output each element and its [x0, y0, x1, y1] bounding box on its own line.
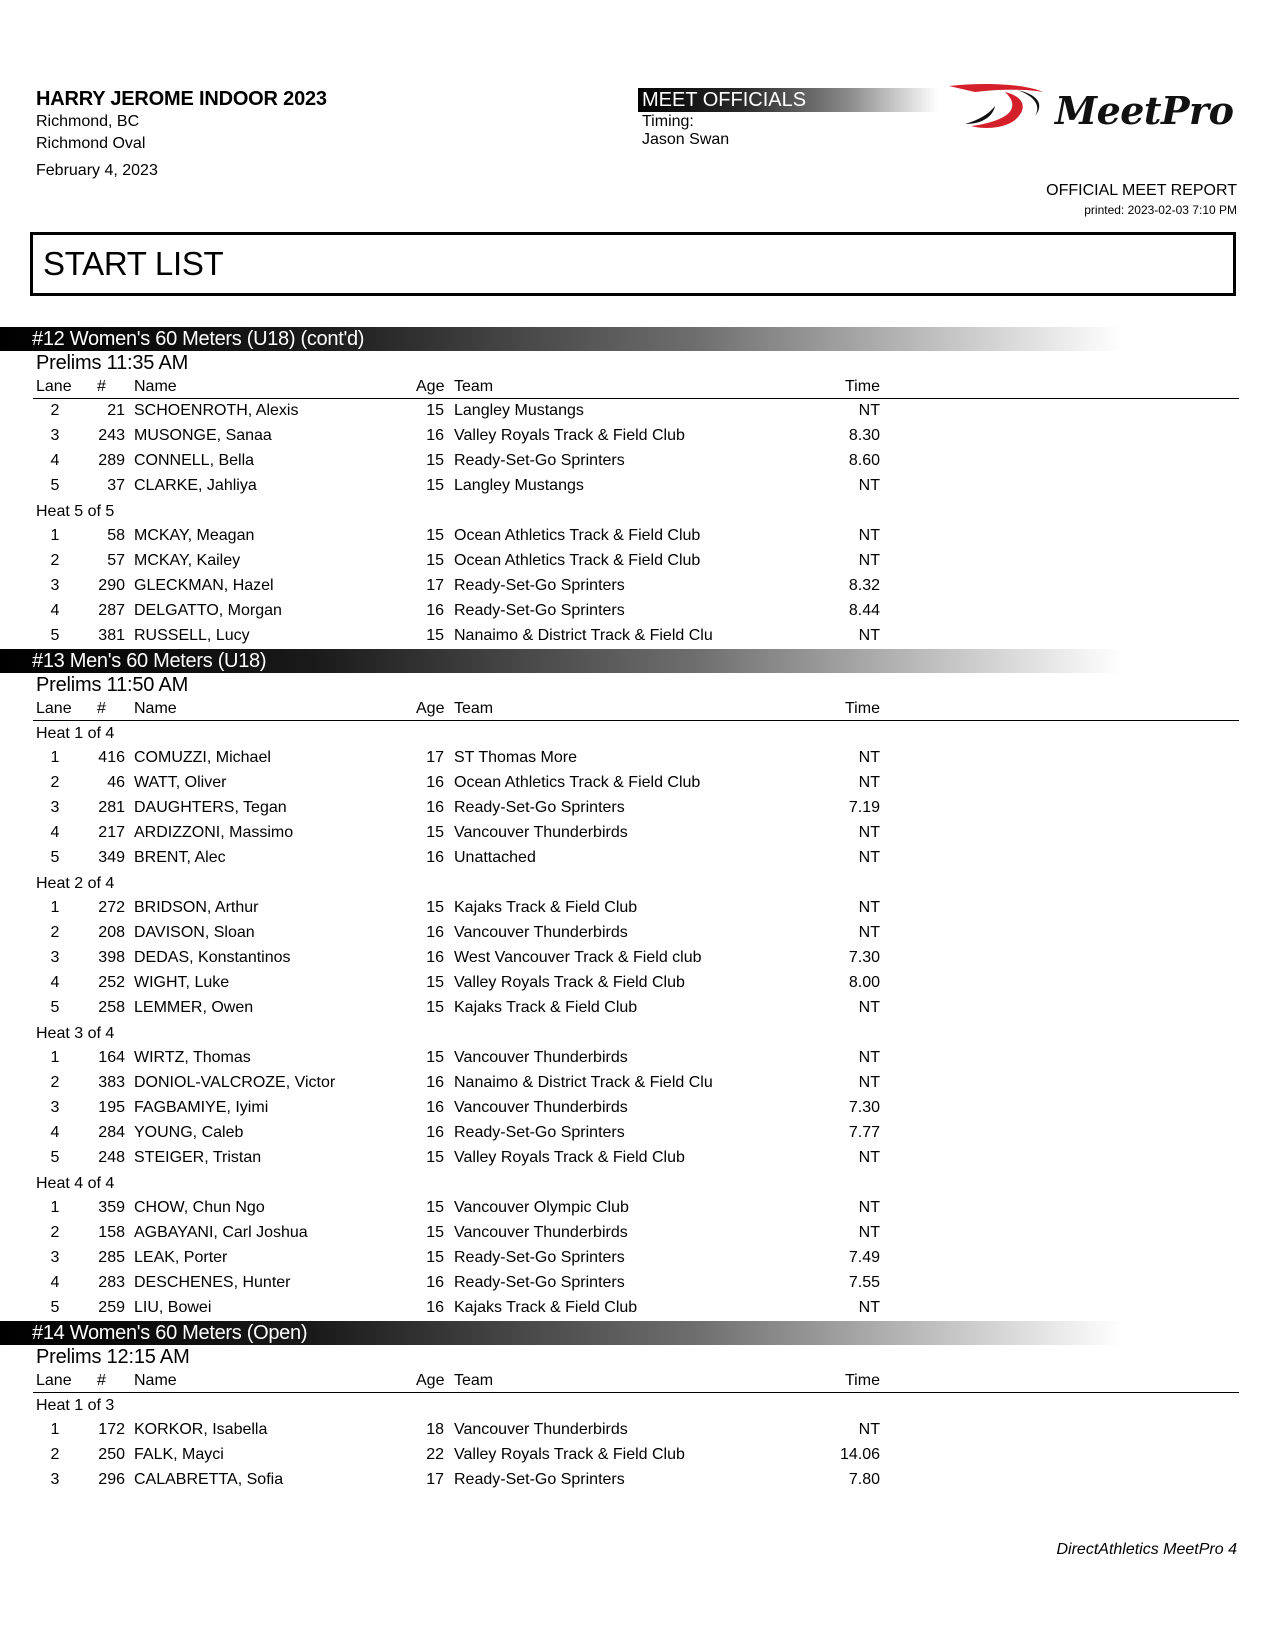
column-header-time: Time: [845, 700, 880, 717]
cell-age: 16: [426, 849, 444, 866]
cell-name: STEIGER, Tristan: [134, 1149, 262, 1166]
cell-team: Vancouver Thunderbirds: [454, 1049, 628, 1066]
cell-num: 258: [98, 999, 125, 1016]
cell-lane: 1: [50, 1421, 60, 1438]
cell-time: NT: [858, 924, 880, 941]
cell-lane: 3: [50, 1471, 60, 1488]
cell-team: Vancouver Thunderbirds: [454, 1421, 628, 1438]
cell-team: Ocean Athletics Track & Field Club: [454, 527, 701, 544]
cell-age: 15: [426, 1249, 444, 1266]
event-round: Prelims 12:15 AM: [36, 1346, 190, 1368]
cell-num: 57: [107, 552, 125, 569]
cell-time: NT: [858, 552, 880, 569]
table-row: [0, 424, 1275, 449]
cell-name: ARDIZZONI, Massimo: [134, 824, 294, 841]
cell-age: 15: [426, 1199, 444, 1216]
cell-name: DEDAS, Konstantinos: [134, 949, 291, 966]
cell-num: 46: [107, 774, 125, 791]
cell-num: 290: [98, 577, 125, 594]
column-header-age: Age: [416, 1372, 445, 1389]
cell-lane: 2: [50, 552, 60, 569]
table-row: [0, 1468, 1275, 1493]
cell-num: 272: [98, 899, 125, 916]
cell-time: NT: [858, 999, 880, 1016]
cell-lane: 3: [50, 577, 60, 594]
cell-age: 15: [426, 452, 444, 469]
cell-time: 7.30: [848, 1099, 880, 1116]
heat-label: Heat 4 of 4: [36, 1175, 115, 1192]
cell-team: Nanaimo & District Track & Field Clu: [454, 1074, 713, 1091]
cell-age: 16: [426, 799, 444, 816]
table-row: [0, 796, 1275, 821]
cell-team: Valley Royals Track & Field Club: [454, 1446, 685, 1463]
report-info: [1046, 182, 1237, 217]
cell-name: LEMMER, Owen: [134, 999, 254, 1016]
cell-time: NT: [858, 824, 880, 841]
cell-name: DESCHENES, Hunter: [134, 1274, 291, 1291]
cell-age: 15: [426, 1224, 444, 1241]
cell-name: LIU, Bowei: [134, 1299, 212, 1316]
cell-team: Ready-Set-Go Sprinters: [454, 799, 625, 816]
meet-venue: Richmond Oval: [36, 135, 146, 152]
cell-name: YOUNG, Caleb: [134, 1124, 244, 1141]
table-row: [0, 846, 1275, 871]
cell-team: Ready-Set-Go Sprinters: [454, 1124, 625, 1141]
cell-num: 164: [98, 1049, 125, 1066]
cell-time: NT: [858, 774, 880, 791]
cell-lane: 2: [50, 774, 60, 791]
cell-age: 16: [426, 1274, 444, 1291]
cell-age: 16: [426, 924, 444, 941]
cell-lane: 5: [50, 1299, 60, 1316]
event-round: Prelims 11:35 AM: [36, 352, 189, 374]
cell-time: NT: [858, 1421, 880, 1438]
cell-name: GLECKMAN, Hazel: [134, 577, 274, 594]
cell-num: 250: [98, 1446, 125, 1463]
cell-team: Kajaks Track & Field Club: [454, 999, 638, 1016]
cell-lane: 1: [50, 749, 60, 766]
cell-name: RUSSELL, Lucy: [134, 627, 250, 644]
meet-info: [36, 88, 327, 180]
column-header-lane: Lane: [36, 1372, 72, 1389]
cell-num: 172: [98, 1421, 125, 1438]
cell-num: 195: [98, 1099, 125, 1116]
cell-lane: 4: [50, 602, 60, 619]
cell-time: NT: [858, 527, 880, 544]
cell-time: 7.30: [848, 949, 880, 966]
cell-lane: 3: [50, 427, 60, 444]
table-row: [0, 771, 1275, 796]
heat-label: Heat 1 of 4: [36, 725, 115, 742]
cell-team: Langley Mustangs: [454, 477, 584, 494]
cell-name: CLARKE, Jahliya: [134, 477, 257, 494]
cell-team: Valley Royals Track & Field Club: [454, 1149, 685, 1166]
cell-time: NT: [858, 1049, 880, 1066]
column-header: [33, 697, 1239, 721]
column-header-name: Name: [134, 1372, 177, 1389]
cell-name: DELGATTO, Morgan: [134, 602, 282, 619]
cell-team: Kajaks Track & Field Club: [454, 899, 638, 916]
column-header-name: Name: [134, 378, 177, 395]
cell-name: SCHOENROTH, Alexis: [134, 402, 299, 419]
table-row: [0, 599, 1275, 624]
cell-time: NT: [858, 849, 880, 866]
table-row: [0, 1196, 1275, 1221]
table-row: [0, 1271, 1275, 1296]
cell-time: 14.06: [839, 1446, 880, 1463]
events-list: [0, 327, 1275, 1493]
cell-age: 16: [426, 774, 444, 791]
cell-time: 8.60: [848, 452, 880, 469]
table-row: [0, 1443, 1275, 1468]
cell-team: Nanaimo & District Track & Field Clu: [454, 627, 713, 644]
cell-team: Vancouver Olympic Club: [454, 1199, 629, 1216]
table-row: [0, 574, 1275, 599]
cell-age: 18: [426, 1421, 444, 1438]
cell-team: ST Thomas More: [454, 749, 578, 766]
cell-time: 8.30: [848, 427, 880, 444]
column-header-team: Team: [454, 700, 494, 717]
cell-name: LEAK, Porter: [134, 1249, 228, 1266]
column-header-team: Team: [454, 378, 494, 395]
cell-age: 17: [426, 577, 444, 594]
cell-name: DAVISON, Sloan: [134, 924, 255, 941]
cell-time: 7.49: [848, 1249, 880, 1266]
cell-name: WIRTZ, Thomas: [134, 1049, 251, 1066]
cell-num: 208: [98, 924, 125, 941]
officials-heading: MEET OFFICIALS: [638, 88, 938, 112]
column-header-time: Time: [845, 1372, 880, 1389]
cell-age: 22: [426, 1446, 444, 1463]
cell-time: 8.44: [848, 602, 880, 619]
cell-num: 359: [98, 1199, 125, 1216]
cell-name: DAUGHTERS, Tegan: [134, 799, 287, 816]
table-row: [0, 1071, 1275, 1096]
officials-role: Timing:: [642, 113, 694, 130]
cell-num: 285: [98, 1249, 125, 1266]
cell-time: NT: [858, 402, 880, 419]
column-header: [33, 1369, 1239, 1393]
column-header-lane: Lane: [36, 378, 72, 395]
event-title: #13 Men's 60 Meters (U18): [0, 649, 1122, 673]
meet-title: HARRY JEROME INDOOR 2023: [36, 88, 327, 110]
cell-name: AGBAYANI, Carl Joshua: [134, 1224, 308, 1241]
cell-num: 381: [98, 627, 125, 644]
table-row: [0, 746, 1275, 771]
table-row: [0, 1418, 1275, 1443]
cell-age: 15: [426, 627, 444, 644]
cell-age: 15: [426, 477, 444, 494]
cell-time: NT: [858, 1299, 880, 1316]
cell-lane: 4: [50, 1124, 60, 1141]
cell-lane: 1: [50, 527, 60, 544]
event-title: #14 Women's 60 Meters (Open): [0, 1321, 1122, 1345]
cell-team: Vancouver Thunderbirds: [454, 924, 628, 941]
cell-age: 15: [426, 402, 444, 419]
cell-lane: 1: [50, 899, 60, 916]
cell-team: Unattached: [454, 849, 536, 866]
cell-num: 349: [98, 849, 125, 866]
cell-name: BRIDSON, Arthur: [134, 899, 259, 916]
report-printed: printed: 2023-02-03 7:10 PM: [1084, 203, 1237, 217]
cell-name: FAGBAMIYE, Iyimi: [134, 1099, 269, 1116]
table-row: [0, 946, 1275, 971]
table-row: [0, 624, 1275, 649]
cell-lane: 2: [50, 1224, 60, 1241]
cell-name: FALK, Mayci: [134, 1446, 224, 1463]
cell-age: 16: [426, 1099, 444, 1116]
cell-num: 21: [107, 402, 125, 419]
column-header: [33, 375, 1239, 399]
meet-date: February 4, 2023: [36, 162, 158, 179]
table-row: [0, 399, 1275, 424]
cell-time: 7.80: [848, 1471, 880, 1488]
cell-name: MCKAY, Kailey: [134, 552, 241, 569]
event-round: Prelims 11:50 AM: [36, 674, 189, 696]
cell-lane: 2: [50, 1074, 60, 1091]
table-row: [0, 474, 1275, 499]
cell-num: 284: [98, 1124, 125, 1141]
column-header-num: #: [97, 378, 106, 395]
meet-city: Richmond, BC: [36, 113, 140, 130]
cell-name: COMUZZI, Michael: [134, 749, 271, 766]
cell-team: West Vancouver Track & Field club: [454, 949, 702, 966]
column-header-team: Team: [454, 1372, 494, 1389]
cell-time: NT: [858, 899, 880, 916]
cell-time: NT: [858, 1199, 880, 1216]
column-header-name: Name: [134, 700, 177, 717]
table-row: [0, 1146, 1275, 1171]
cell-age: 15: [426, 527, 444, 544]
cell-lane: 1: [50, 1199, 60, 1216]
cell-num: 217: [98, 824, 125, 841]
cell-lane: 4: [50, 824, 60, 841]
cell-time: NT: [858, 1074, 880, 1091]
cell-num: 252: [98, 974, 125, 991]
cell-time: 7.55: [848, 1274, 880, 1291]
cell-age: 17: [426, 1471, 444, 1488]
heat-label: Heat 3 of 4: [36, 1025, 115, 1042]
table-row: [0, 921, 1275, 946]
cell-age: 16: [426, 1299, 444, 1316]
cell-team: Ocean Athletics Track & Field Club: [454, 774, 701, 791]
cell-team: Vancouver Thunderbirds: [454, 1099, 628, 1116]
cell-age: 15: [426, 824, 444, 841]
table-row: [0, 821, 1275, 846]
meetpro-logo-text: MeetPro: [1055, 88, 1234, 133]
meetpro-logo: [945, 80, 1245, 140]
heat-label: Heat 5 of 5: [36, 503, 115, 520]
table-row: [0, 971, 1275, 996]
cell-time: 8.32: [848, 577, 880, 594]
page-title: START LIST: [30, 232, 1236, 296]
officials-name: Jason Swan: [642, 131, 730, 148]
cell-lane: 4: [50, 974, 60, 991]
table-row: [0, 1046, 1275, 1071]
cell-age: 16: [426, 1074, 444, 1091]
cell-lane: 1: [50, 1049, 60, 1066]
column-header-num: #: [97, 700, 106, 717]
footer-credit: DirectAthletics MeetPro 4: [1056, 1541, 1237, 1558]
table-row: [0, 1246, 1275, 1271]
column-header-age: Age: [416, 700, 445, 717]
cell-name: WIGHT, Luke: [134, 974, 230, 991]
table-row: [0, 1221, 1275, 1246]
cell-num: 289: [98, 452, 125, 469]
cell-lane: 4: [50, 452, 60, 469]
table-row: [0, 1121, 1275, 1146]
cell-name: CONNELL, Bella: [134, 452, 255, 469]
table-row: [0, 1096, 1275, 1121]
cell-num: 398: [98, 949, 125, 966]
cell-time: NT: [858, 749, 880, 766]
cell-age: 16: [426, 427, 444, 444]
cell-num: 58: [107, 527, 125, 544]
cell-num: 259: [98, 1299, 125, 1316]
table-row: [0, 549, 1275, 574]
cell-lane: 5: [50, 477, 60, 494]
cell-team: Langley Mustangs: [454, 402, 584, 419]
table-row: [0, 449, 1275, 474]
cell-time: NT: [858, 1224, 880, 1241]
cell-age: 15: [426, 1049, 444, 1066]
cell-age: 17: [426, 749, 444, 766]
cell-lane: 5: [50, 849, 60, 866]
table-row: [0, 996, 1275, 1021]
column-header-age: Age: [416, 378, 445, 395]
cell-team: Valley Royals Track & Field Club: [454, 427, 685, 444]
cell-lane: 3: [50, 1249, 60, 1266]
cell-name: MCKAY, Meagan: [134, 527, 255, 544]
cell-team: Ocean Athletics Track & Field Club: [454, 552, 701, 569]
cell-team: Ready-Set-Go Sprinters: [454, 452, 625, 469]
column-header-lane: Lane: [36, 700, 72, 717]
cell-team: Ready-Set-Go Sprinters: [454, 602, 625, 619]
cell-name: BRENT, Alec: [134, 849, 226, 866]
cell-lane: 2: [50, 1446, 60, 1463]
cell-name: CALABRETTA, Sofia: [134, 1471, 284, 1488]
cell-num: 248: [98, 1149, 125, 1166]
cell-lane: 3: [50, 949, 60, 966]
column-header-num: #: [97, 1372, 106, 1389]
cell-lane: 5: [50, 627, 60, 644]
cell-lane: 3: [50, 1099, 60, 1116]
cell-num: 158: [98, 1224, 125, 1241]
cell-lane: 3: [50, 799, 60, 816]
heat-label: Heat 1 of 3: [36, 1397, 115, 1414]
cell-team: Ready-Set-Go Sprinters: [454, 1274, 625, 1291]
cell-age: 16: [426, 1124, 444, 1141]
cell-num: 243: [98, 427, 125, 444]
cell-age: 15: [426, 899, 444, 916]
report-title: OFFICIAL MEET REPORT: [1046, 182, 1237, 199]
cell-num: 287: [98, 602, 125, 619]
cell-lane: 2: [50, 924, 60, 941]
cell-name: KORKOR, Isabella: [134, 1421, 268, 1438]
cell-time: 7.77: [848, 1124, 880, 1141]
cell-lane: 5: [50, 999, 60, 1016]
cell-team: Kajaks Track & Field Club: [454, 1299, 638, 1316]
cell-time: NT: [858, 627, 880, 644]
cell-lane: 4: [50, 1274, 60, 1291]
cell-num: 416: [98, 749, 125, 766]
cell-num: 37: [107, 477, 125, 494]
cell-lane: 2: [50, 402, 60, 419]
column-header-time: Time: [845, 378, 880, 395]
cell-time: NT: [858, 1149, 880, 1166]
cell-age: 15: [426, 1149, 444, 1166]
cell-age: 15: [426, 552, 444, 569]
meet-officials: [638, 88, 938, 149]
cell-team: Vancouver Thunderbirds: [454, 1224, 628, 1241]
cell-lane: 5: [50, 1149, 60, 1166]
cell-name: CHOW, Chun Ngo: [134, 1199, 265, 1216]
event-title: #12 Women's 60 Meters (U18) (cont'd): [0, 327, 1122, 351]
cell-num: 383: [98, 1074, 125, 1091]
cell-time: NT: [858, 477, 880, 494]
cell-age: 15: [426, 999, 444, 1016]
cell-time: 7.19: [848, 799, 880, 816]
cell-team: Ready-Set-Go Sprinters: [454, 577, 625, 594]
cell-num: 296: [98, 1471, 125, 1488]
cell-age: 16: [426, 602, 444, 619]
cell-name: DONIOL-VALCROZE, Victor: [134, 1074, 336, 1091]
cell-num: 281: [98, 799, 125, 816]
cell-age: 16: [426, 949, 444, 966]
cell-team: Vancouver Thunderbirds: [454, 824, 628, 841]
cell-num: 283: [98, 1274, 125, 1291]
cell-team: Ready-Set-Go Sprinters: [454, 1249, 625, 1266]
cell-team: Ready-Set-Go Sprinters: [454, 1471, 625, 1488]
cell-team: Valley Royals Track & Field Club: [454, 974, 685, 991]
cell-time: 8.00: [848, 974, 880, 991]
meetpro-swoosh-icon: [945, 80, 1055, 136]
cell-age: 15: [426, 974, 444, 991]
heat-label: Heat 2 of 4: [36, 875, 115, 892]
table-row: [0, 524, 1275, 549]
table-row: [0, 1296, 1275, 1321]
cell-name: MUSONGE, Sanaa: [134, 427, 272, 444]
cell-name: WATT, Oliver: [134, 774, 227, 791]
table-row: [0, 896, 1275, 921]
